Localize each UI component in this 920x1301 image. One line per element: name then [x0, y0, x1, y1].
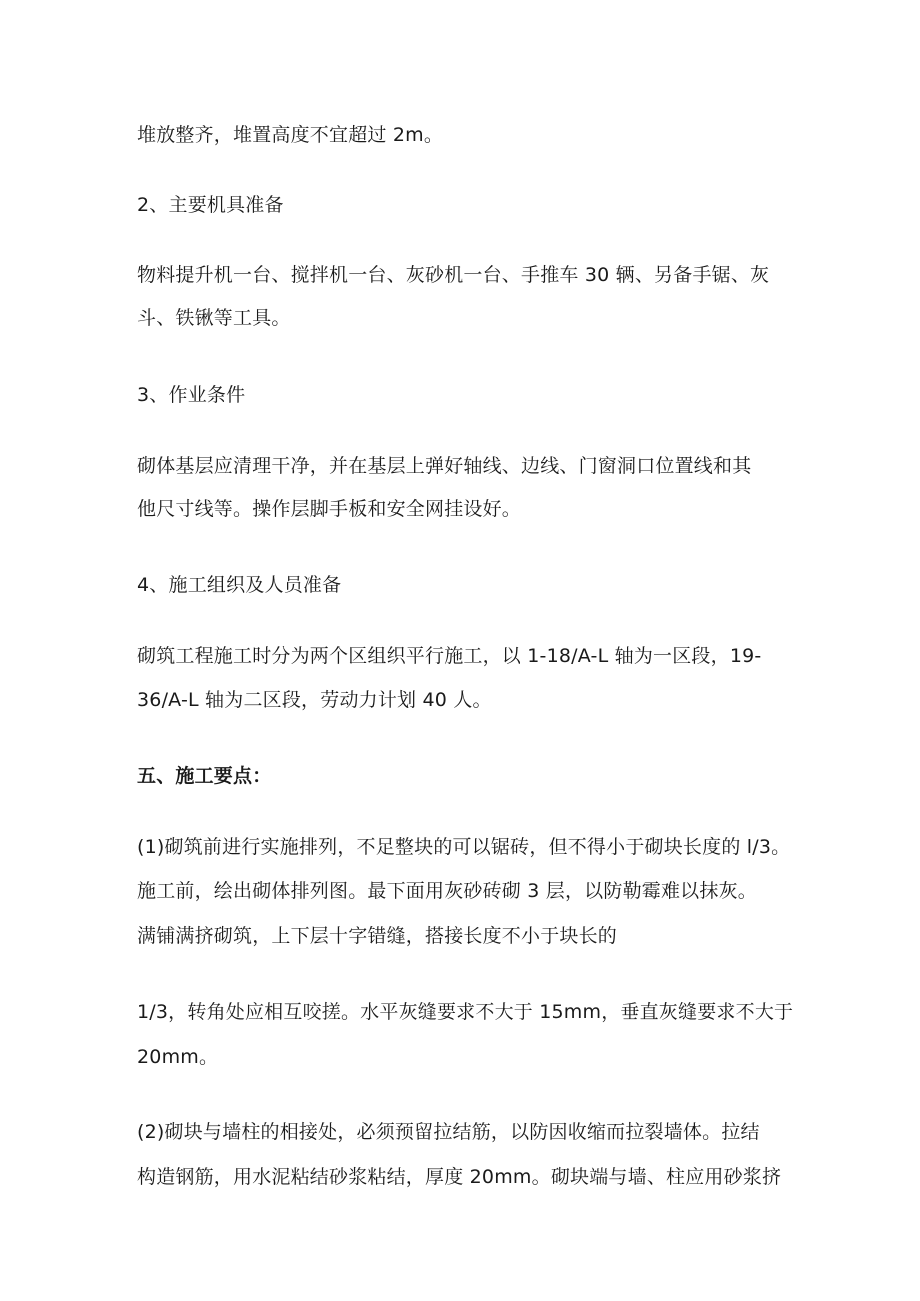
text-line: 满铺满挤砌筑，上下层十字错缝，搭接长度不小于块长的 [137, 925, 618, 947]
text-line: 堆放整齐，堆置高度不宜超过 2m。 [137, 124, 444, 146]
text-line: 36/A-L 轴为二区段，劳动力计划 40 人。 [137, 689, 492, 711]
text-line: (2)砌块与墙柱的相接处，必须预留拉结筋，以防因收缩而拉裂墙体。拉结 [137, 1121, 760, 1143]
text-line: 物料提升机一台、搅拌机一台、灰砂机一台、手推车 30 辆、另备手锯、灰 [137, 264, 770, 286]
section-heading-bold: 五、施工要点： [137, 765, 272, 787]
text-line: 他尺寸线等。操作层脚手板和安全网挂设好。 [137, 498, 522, 520]
section-heading: 4、施工组织及人员准备 [137, 574, 342, 596]
text-line: 砌体基层应清理干净，并在基层上弹好轴线、边线、门窗洞口位置线和其 [137, 455, 752, 477]
text-line: 1/3，转角处应相互咬搓。水平灰缝要求不大于 15mm，垂直灰缝要求不大于 [137, 1001, 794, 1023]
text-line: 斗、铁锹等工具。 [137, 307, 291, 329]
text-line: 施工前，绘出砌体排列图。最下面用灰砂砖砌 3 层，以防勒霉难以抹灰。 [137, 880, 757, 902]
text-line: 20mm。 [137, 1046, 219, 1068]
section-heading: 3、作业条件 [137, 384, 246, 406]
section-heading: 2、主要机具准备 [137, 194, 284, 216]
text-line: 砌筑工程施工时分为两个区组织平行施工，以 1-18/A-L 轴为一区段，19- [137, 645, 762, 667]
text-line: 构造钢筋，用水泥粘结砂浆粘结，厚度 20mm。砌块端与墙、柱应用砂浆挤 [137, 1166, 782, 1188]
text-line: (1)砌筑前进行实施排列，不足整块的可以锯砖，但不得小于砌块长度的 l/3。 [137, 836, 791, 858]
